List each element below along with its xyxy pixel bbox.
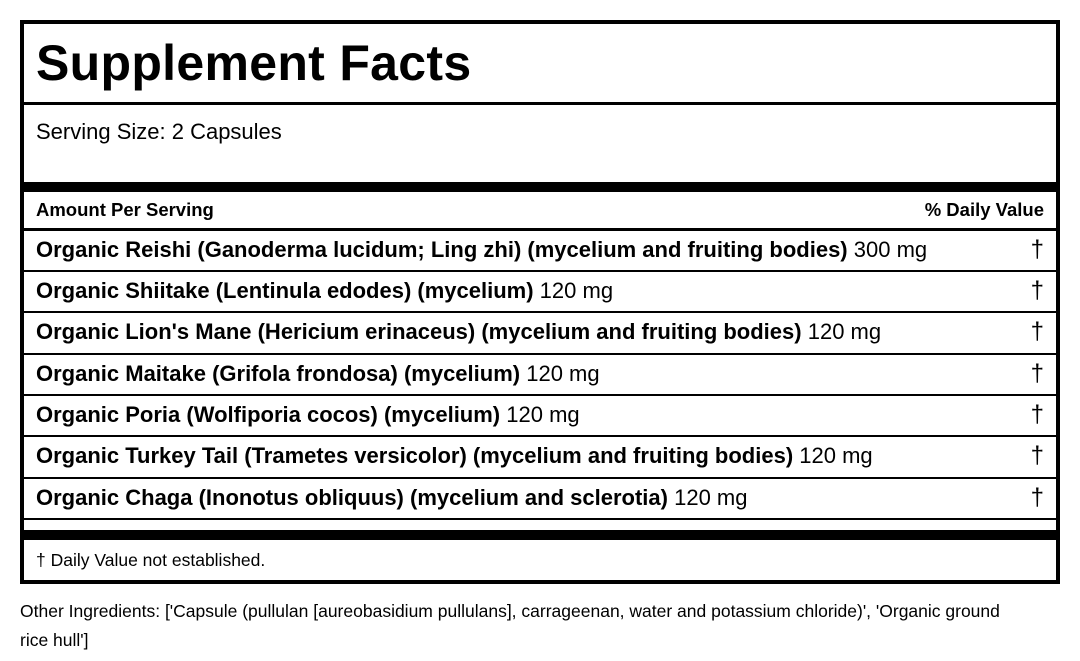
ingredient-amount: 120 mg	[506, 402, 580, 427]
ingredient-row	[24, 355, 1056, 394]
daily-value-header: % Daily Value	[924, 199, 1044, 220]
amount-per-serving-header: Amount Per Serving	[36, 199, 214, 220]
ingredient-text	[36, 319, 881, 345]
panel-title: Supplement Facts	[36, 35, 472, 91]
ingredient-amount: 300 mg	[853, 237, 928, 262]
supplement-facts-panel	[20, 20, 1060, 584]
footnote: † Daily Value not established.	[36, 550, 266, 570]
daily-value-dagger: †	[1030, 360, 1044, 387]
daily-value-dagger: †	[1030, 318, 1044, 345]
ingredient-text	[36, 443, 873, 469]
thick-divider	[24, 182, 1056, 192]
ingredient-amount: 120 mg	[807, 319, 882, 344]
ingredient-name: Organic Turkey Tail (Trametes versicolor) (mycelium and fruiting bodies)	[36, 443, 794, 468]
ingredient-text	[36, 278, 613, 304]
thick-divider	[24, 530, 1056, 540]
daily-value-dagger: †	[1030, 401, 1044, 428]
divider	[24, 102, 1056, 105]
ingredient-amount: 120 mg	[674, 485, 748, 510]
daily-value-dagger: †	[1030, 277, 1044, 304]
ingredient-row	[24, 437, 1056, 476]
ingredient-name: Organic Lion's Mane (Hericium erinaceus) (mycelium and fruiting bodies)	[36, 319, 802, 344]
ingredient-name: Organic Reishi (Ganoderma lucidum; Ling zhi) (mycelium and fruiting bodies)	[36, 237, 848, 262]
serving-size: Serving Size: 2 Capsules	[36, 119, 282, 144]
ingredient-text	[36, 485, 747, 511]
ingredient-name: Organic Shiitake (Lentinula edodes) (mycelium)	[36, 278, 534, 303]
ingredient-row	[24, 272, 1056, 311]
ingredient-row	[24, 313, 1056, 352]
ingredient-row	[24, 479, 1056, 518]
divider	[24, 518, 1056, 520]
ingredient-amount: 120 mg	[539, 278, 614, 303]
ingredient-row	[24, 231, 1056, 270]
daily-value-dagger: †	[1030, 484, 1044, 511]
ingredient-text	[36, 402, 580, 428]
ingredient-text	[36, 361, 600, 387]
ingredient-row	[24, 396, 1056, 435]
daily-value-dagger: †	[1030, 442, 1044, 469]
other-ingredients: Other Ingredients: ['Capsule (pullulan [aureobasidium pullulans], carrageenan, water and potassium chloride)', 'Organic ground rice hull']	[20, 601, 1000, 650]
daily-value-dagger: †	[1030, 236, 1044, 263]
ingredient-amount: 120 mg	[526, 361, 600, 386]
ingredient-name: Organic Chaga (Inonotus obliquus) (mycelium and sclerotia)	[36, 485, 668, 510]
ingredient-text	[36, 237, 927, 263]
ingredient-amount: 120 mg	[799, 443, 873, 468]
ingredient-name: Organic Maitake (Grifola frondosa) (mycelium)	[36, 361, 521, 386]
ingredient-name: Organic Poria (Wolfiporia cocos) (mycelium)	[36, 402, 501, 427]
